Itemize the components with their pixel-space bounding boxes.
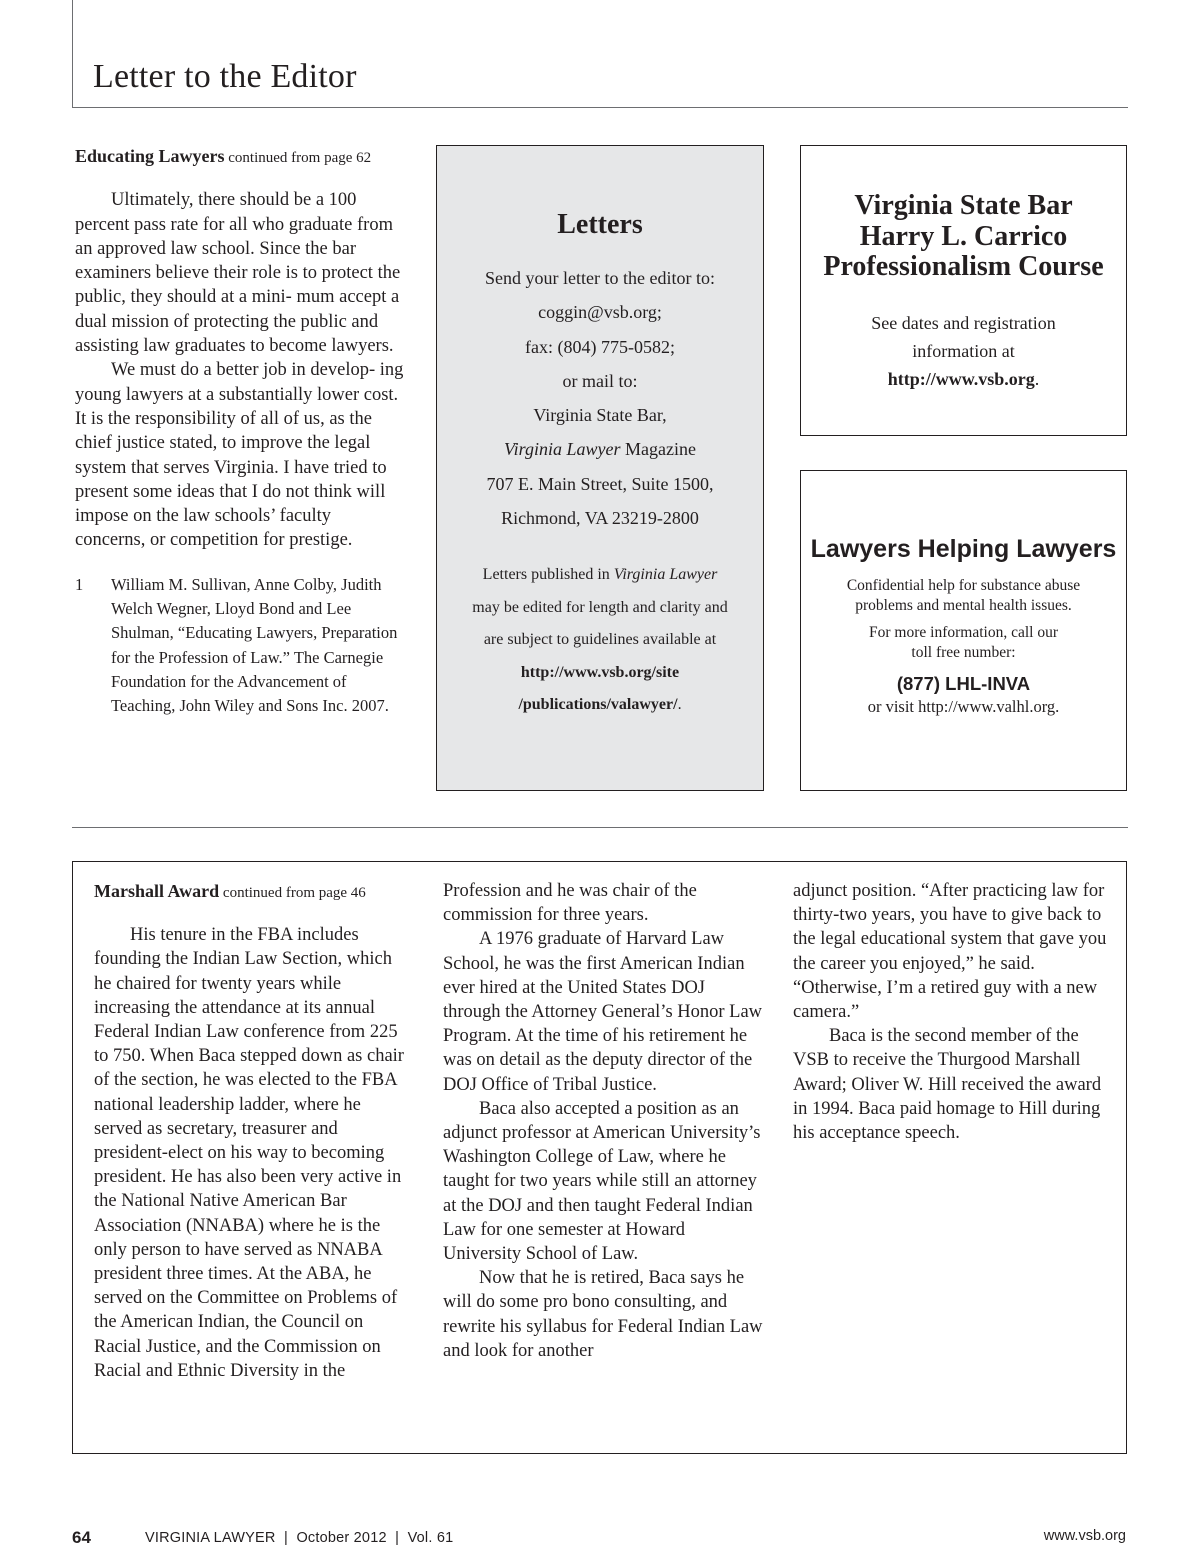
footnote <box>75 573 405 719</box>
footnote-number: 1 <box>75 574 84 594</box>
letters-note-line: are subject to guidelines available at <box>483 631 717 649</box>
professionalism-course-box <box>800 145 1127 436</box>
letters-email: coggin@vsb.org; <box>538 302 662 323</box>
article-column <box>443 879 767 1363</box>
letters-address-line <box>437 432 763 466</box>
article-paragraph: His tenure in the FBA includes founding the Indian Law Section, which he chaired for twenty years while increasing the attendance at its annual Federal Indian Law conference from 225 to 750. When Baca stepped down as chair of the section, he was elected to the FBA national leadership ladder, where he served as secretary, treasurer and president-elect on his way to becoming president. He has also been very active in the National Native American Bar Association (NNABA) where he is the only person to have served as NNABA president three times. At the ABA, he served on the Committee on Problems of the American Indian, the Council on Racial Justice, and the Commission on Racial and Ethnic Diversity in the <box>94 925 404 1381</box>
professionalism-body-line: information at <box>912 340 1015 361</box>
educating-lawyers-article <box>75 144 405 719</box>
magazine-footer: VIRGINIA LAWYER | October 2012 | Vol. 61 <box>145 1530 454 1546</box>
letters-fax: fax: (804) 775-0582; <box>525 336 675 357</box>
letters-address-line: Virginia State Bar, <box>533 405 667 426</box>
letters-note-line: may be edited for length and clarity and <box>472 598 728 616</box>
footnote-text: William M. Sullivan, Anne Colby, Judith Welch Wegner, Lloyd Bond and Lee Shulman, “Educating Lawyers, Preparation for the Profession of Law.” The Carnegie Foundation for the Advancement of Teaching, John Wiley and Sons Inc. 2007. <box>111 574 398 716</box>
header-horizontal-rule <box>72 107 1128 108</box>
letters-instructions <box>437 261 763 535</box>
article-paragraph: We must do a better job in develop- ing young lawyers at a substantially lower cost. It is the responsibility of all of us, as the chief justice stated, to improve the legal system that serves Virginia. I have tried to present some ideas that I do not think will impose on the law schools’ faculty concerns, or competition for prestige. <box>75 360 404 551</box>
professionalism-body-line: See dates and registration <box>871 312 1056 333</box>
professionalism-url-end: . <box>1034 368 1040 389</box>
lawyers-helping-lawyers-box <box>800 470 1127 791</box>
lhl-website-link[interactable]: or visit http://www.valhl.org. <box>867 697 1060 716</box>
article-paragraph: Baca is the second member of the VSB to receive the Thurgood Marshall Award; Oliver W. Hill received the award in 1994. Baca paid homage to Hill during his acceptance speech. <box>793 1026 1102 1144</box>
letters-title: Letters <box>557 209 643 240</box>
section-divider <box>72 827 1128 828</box>
article-kicker-continuation: continued from page 62 <box>224 150 372 166</box>
guidelines-link[interactable] <box>437 657 763 689</box>
letters-address-line: Richmond, VA 23219-2800 <box>501 508 699 529</box>
article-kicker-title: Marshall Award <box>94 881 220 901</box>
article-column <box>793 879 1113 1145</box>
professionalism-title-line: Virginia State Bar <box>854 190 1073 221</box>
article-paragraph: Now that he is retired, Baca says he will do some pro bono consulting, and rewrite his syllabus for Federal Indian Law and look for another <box>443 1268 763 1361</box>
lhl-phone-number[interactable]: (877) LHL-INVA <box>896 673 1031 694</box>
guidelines-url-part: /publications/valawyer/ <box>518 696 678 713</box>
article-kicker-title: Educating Lawyers <box>75 146 225 166</box>
lhl-call-info <box>801 623 1126 663</box>
article-paragraph: Profession and he was chair of the commission for three years. <box>443 881 697 926</box>
page-number: 64 <box>72 1528 91 1547</box>
professionalism-title-line: Harry L. Carrico <box>859 220 1068 252</box>
lhl-title: Lawyers Helping Lawyers <box>810 535 1117 563</box>
professionalism-course-body <box>801 309 1126 393</box>
letters-note-end: . <box>677 696 682 713</box>
letters-address-text: Magazine <box>620 439 696 460</box>
letters-box <box>436 145 764 791</box>
magazine-name: Virginia Lawyer <box>613 566 718 584</box>
article-paragraph: Baca also accepted a position as an adjunct professor at American University’s Washington College of Law, where he taught for two years while still an attorney at the DOJ and then taught Federal Indian Law for one semester at Howard University School of Law. <box>443 1098 761 1265</box>
lhl-description <box>801 576 1126 616</box>
footer-website-link[interactable]: www.vsb.org <box>1043 1528 1126 1544</box>
letters-guidelines-note <box>437 559 763 721</box>
lhl-line: problems and mental health issues. <box>855 597 1072 614</box>
article-kicker-continuation: continued from page 46 <box>219 885 366 901</box>
lhl-line: toll free number: <box>911 644 1016 661</box>
article-kicker <box>94 879 412 905</box>
section-title: Letter to the Editor <box>93 58 357 95</box>
article-column <box>94 879 412 1383</box>
article-paragraph: Ultimately, there should be a 100 percent pass rate for all who graduate from an approved law school. Since the bar examiners believe their role is to protect the public, they should at a mini- mum accept a dual mission of protecting the public and assisting law graduates to become lawyers. <box>75 190 401 357</box>
lhl-line: For more information, call our <box>869 624 1058 641</box>
professionalism-link[interactable] <box>801 365 1126 393</box>
letters-line: Send your letter to the editor to: <box>485 268 715 288</box>
article-kicker <box>75 144 405 170</box>
guidelines-url-part: http://www.vsb.org/site <box>520 663 680 681</box>
letters-note-line <box>437 559 763 591</box>
guidelines-link[interactable] <box>437 689 763 721</box>
lhl-line: Confidential help for substance abuse <box>846 577 1081 594</box>
letters-note-text: Letters published in <box>482 566 614 584</box>
header-vertical-rule <box>72 0 73 108</box>
magazine-name: Virginia Lawyer <box>504 439 621 460</box>
professionalism-title-line: Professionalism Course <box>823 251 1104 282</box>
article-paragraph: adjunct position. “After practicing law for thirty-two years, you have to give back to the legal educational system that gave you the career you enjoyed,” he said. “Otherwise, I’m a retired guy with a new camera.” <box>793 881 1107 1023</box>
article-paragraph: A 1976 graduate of Harvard Law School, he was the first American Indian ever hired at the United States DOJ through the Attorney General’s Honor Law Program. At the time of his retirement he was on detail as the deputy director of the DOJ Office of Tribal Justice. <box>443 929 763 1095</box>
letters-line: or mail to: <box>562 370 638 391</box>
marshall-award-article <box>72 861 1127 1454</box>
professionalism-course-title <box>801 191 1126 283</box>
professionalism-url: http://www.vsb.org <box>887 368 1035 389</box>
letters-address-line: 707 E. Main Street, Suite 1500, <box>486 473 714 494</box>
